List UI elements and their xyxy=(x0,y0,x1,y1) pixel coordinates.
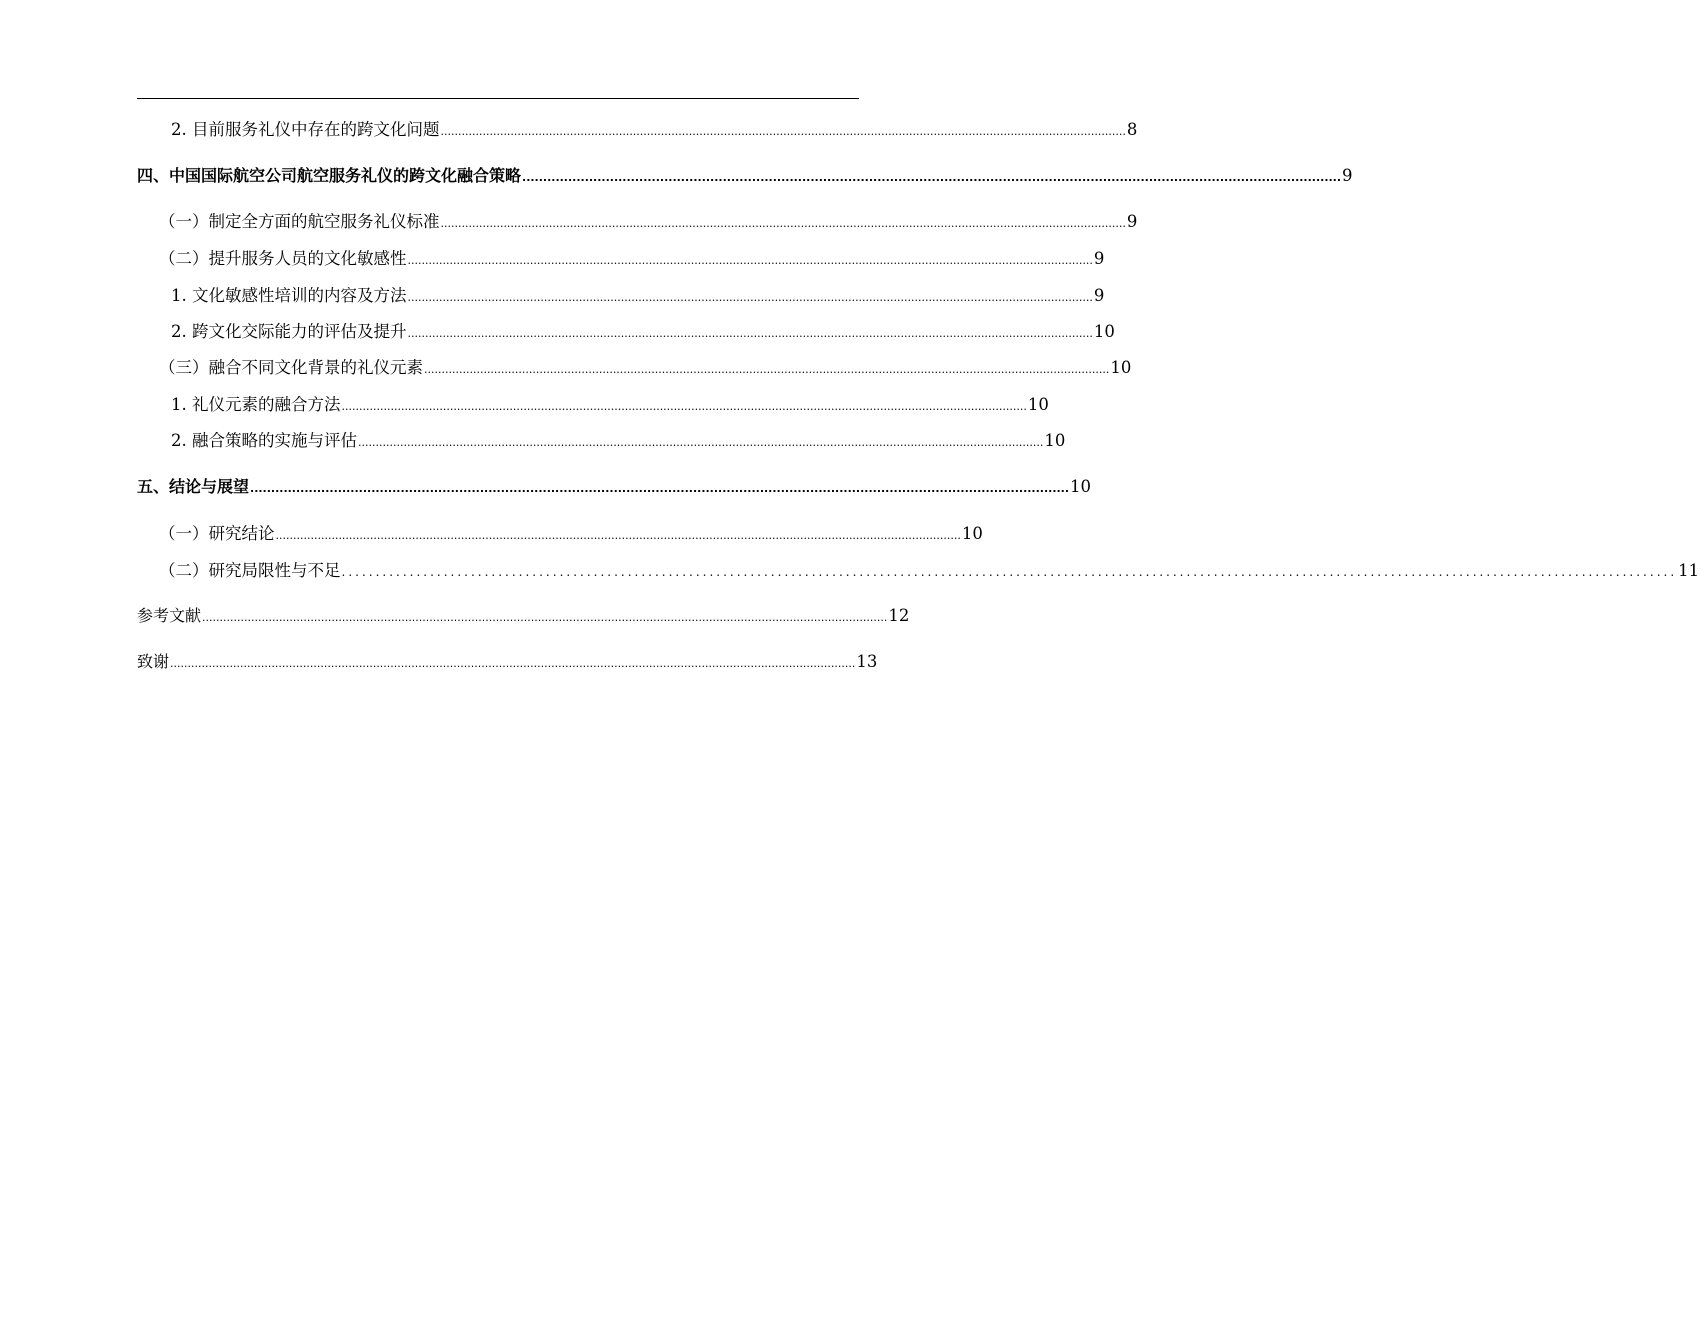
toc-entry[interactable] xyxy=(137,354,1132,378)
toc-entry-title: 1. 文化敏感性培训的内容及方法 xyxy=(171,286,407,305)
toc-entry-title: 2. 融合策略的实施与评估 xyxy=(171,431,357,450)
toc-entry-page: 9 xyxy=(1093,249,1105,268)
toc-entry[interactable] xyxy=(137,391,1049,415)
toc-entry-page: 9 xyxy=(1093,286,1105,305)
toc-entry-title: （三）融合不同文化背景的礼仪元素 xyxy=(159,358,423,377)
toc-leader: .................................................................................................................................................................................................... xyxy=(440,125,1126,138)
toc-entry[interactable] xyxy=(137,602,910,626)
toc-entry[interactable] xyxy=(137,427,1066,451)
toc-entry[interactable] xyxy=(137,116,1138,140)
toc-leader: .................................................................................................................................................................................................... xyxy=(407,291,1093,304)
toc-entry-title: 致谢 xyxy=(137,652,170,671)
toc-entry-page: 10 xyxy=(1044,431,1066,450)
toc-entry-title: （二）研究局限性与不足 xyxy=(159,561,341,580)
toc-entry[interactable] xyxy=(137,245,1105,269)
toc-leader: .................................................................................................................................................................................................... xyxy=(275,529,961,542)
toc-entry[interactable] xyxy=(137,318,1115,342)
toc-entry-title: 参考文献 xyxy=(137,606,202,625)
toc-leader: .................................................................................................................................................................................................... xyxy=(407,327,1093,340)
toc-entry-page: 8 xyxy=(1126,120,1138,139)
toc-entry-page: 10 xyxy=(961,524,983,543)
toc-leader: .................................................................................................................................................................................................... xyxy=(522,171,1342,184)
toc-entry-title: 2. 目前服务礼仪中存在的跨文化问题 xyxy=(171,120,440,139)
toc-entry-page: 10 xyxy=(1070,477,1092,496)
toc-entry[interactable] xyxy=(137,473,1092,497)
toc-entry-page: 13 xyxy=(856,652,878,671)
toc-leader: .................................................................................................................................................................................................... xyxy=(341,400,1027,413)
toc-entry[interactable] xyxy=(137,557,1699,581)
toc-entry-title: （一）制定全方面的航空服务礼仪标准 xyxy=(159,212,440,231)
toc-entry[interactable] xyxy=(137,208,1138,232)
toc-entry-page: 10 xyxy=(1027,395,1049,414)
toc-entry-page: 10 xyxy=(1110,358,1132,377)
toc-entry-title: 2. 跨文化交际能力的评估及提升 xyxy=(171,322,407,341)
toc-leader: .................................................................................................................................................................................................... xyxy=(202,611,888,624)
header-rule xyxy=(137,98,859,99)
toc-entry[interactable] xyxy=(137,162,1353,186)
toc-leader: .................................................................................................................................................................................................... xyxy=(358,436,1044,449)
toc-entry[interactable] xyxy=(137,282,1105,306)
toc-entry-page: 9 xyxy=(1126,212,1138,231)
toc-entry[interactable] xyxy=(137,520,983,544)
toc-entry[interactable] xyxy=(137,648,878,672)
toc-entry-title: （二）提升服务人员的文化敏感性 xyxy=(159,249,407,268)
toc-leader: .................................................................................................................................................................................................... xyxy=(424,363,1110,376)
toc-entry-title: 1. 礼仪元素的融合方法 xyxy=(171,395,341,414)
toc-entry-page: 11 xyxy=(1678,561,1699,580)
toc-entry-page: 12 xyxy=(888,606,910,625)
toc-entry-page: 10 xyxy=(1093,322,1115,341)
toc-entry-title: 五、结论与展望 xyxy=(137,477,250,496)
toc-leader: .................................................................................................................................................................................................... xyxy=(170,657,856,670)
toc-entry-page: 9 xyxy=(1342,166,1353,185)
toc-leader: .................................................................................................................................................................................................... xyxy=(407,254,1093,267)
toc-leader: .................................................................................................................................................................................................... xyxy=(341,565,1678,579)
toc-leader: .................................................................................................................................................................................................... xyxy=(440,217,1126,230)
toc-entry-title: 四、中国国际航空公司航空服务礼仪的跨文化融合策略 xyxy=(137,166,522,185)
toc-entry-title: （一）研究结论 xyxy=(159,524,275,543)
toc-leader: .................................................................................................................................................................................................... xyxy=(250,482,1070,495)
